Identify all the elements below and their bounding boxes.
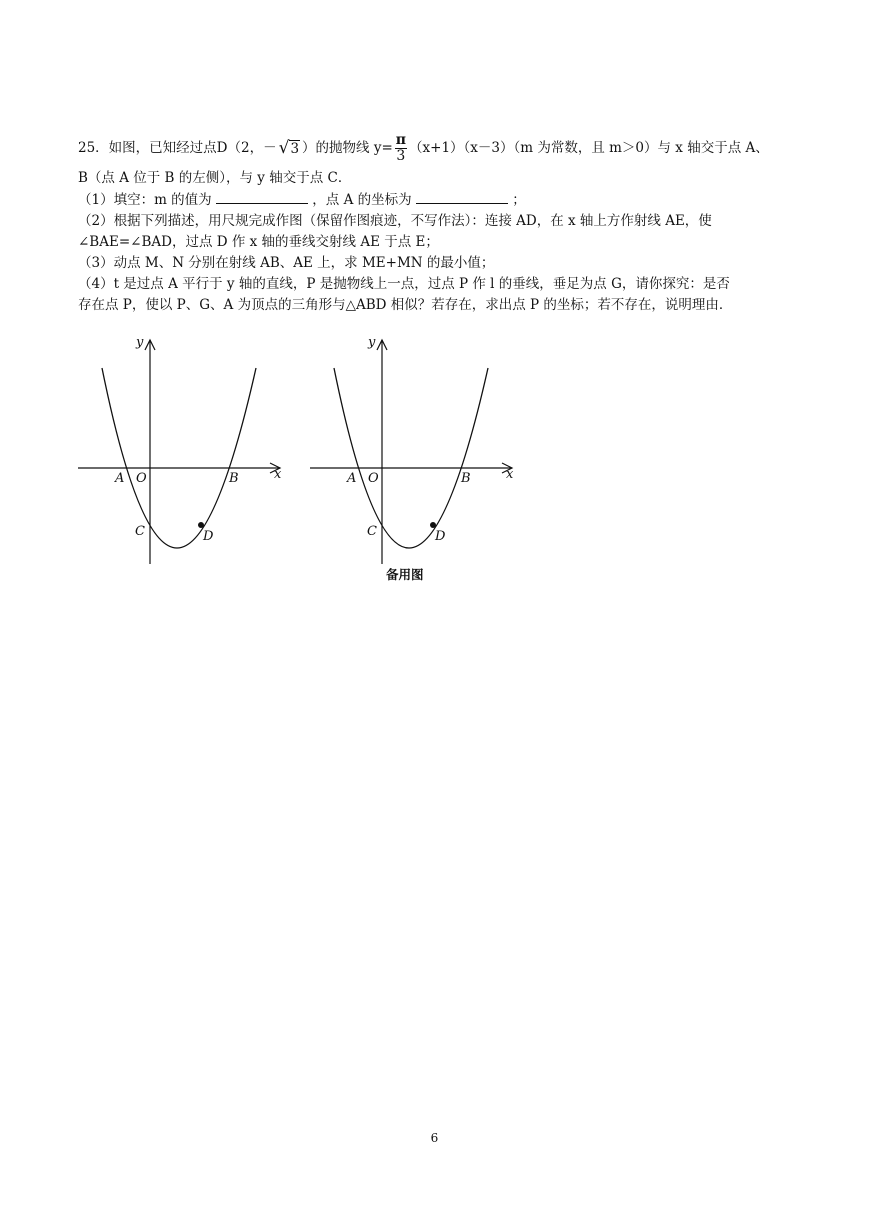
point-a-label: A bbox=[115, 471, 125, 486]
y-axis-label: y bbox=[136, 335, 144, 350]
point-d-marker bbox=[430, 522, 436, 528]
origin-label: O bbox=[136, 471, 147, 486]
point-b-label: B bbox=[461, 471, 471, 486]
radicand: 3 bbox=[290, 141, 300, 157]
answer-blank-m[interactable] bbox=[216, 189, 308, 204]
problem-line-3 bbox=[78, 189, 818, 211]
fraction-denominator: 3 bbox=[396, 147, 406, 164]
point-a-label: A bbox=[347, 471, 357, 486]
x-axis-label: x bbox=[506, 467, 514, 482]
answer-blank-point-a[interactable] bbox=[416, 189, 508, 204]
point-c-label: C bbox=[135, 524, 145, 539]
problem-line-1 bbox=[78, 128, 818, 168]
problem-line-4: （2）根据下列描述，用尺规完成作图（保留作图痕迹，不写作法）：连接 AD，在 x 轴上方作射线 AE，使 bbox=[78, 213, 712, 229]
parabola-curve bbox=[102, 368, 256, 548]
problem-line-8: 存在点 P，使以 P、G、A 为顶点的三角形与△ABD 相似？若存在，求出点 P 的坐标；若不存在，说明理由． bbox=[78, 297, 733, 313]
x-axis-label: x bbox=[274, 467, 282, 482]
problem-line-7: （4）t 是过点 A 平行于 y 轴的直线，P 是抛物线上一点，过点 P 作 l 的垂线，垂足为点 G，请你探究：是否 bbox=[78, 276, 730, 292]
problem-line-1-end: （x+1）（x－3）（m 为常数，且 m＞0）与 x 轴交于点 A、 bbox=[409, 139, 769, 156]
parabola-curve bbox=[334, 368, 488, 548]
figure-backup bbox=[307, 332, 522, 576]
origin-label: O bbox=[368, 471, 379, 486]
sqrt-three bbox=[279, 139, 300, 157]
question-1-middle: ，点 A 的坐标为 bbox=[312, 192, 412, 208]
problem-text bbox=[78, 128, 818, 316]
problem-line-1-mid: ）的抛物线 y= bbox=[302, 139, 393, 156]
page-number: 6 bbox=[430, 1131, 439, 1145]
problem-line-5: ∠BAE=∠BAD，过点 D 作 x 轴的垂线交射线 AE 于点 E； bbox=[78, 234, 439, 250]
parabola-graph-main bbox=[75, 332, 290, 572]
backup-figure-caption: 备用图 bbox=[386, 567, 424, 582]
fraction-coefficient bbox=[395, 133, 407, 164]
problem-line-2: B（点 A 位于 B 的左侧），与 y 轴交于点 C． bbox=[78, 170, 352, 186]
parabola-graph-backup bbox=[307, 332, 522, 572]
point-b-label: B bbox=[229, 471, 239, 486]
point-c-label: C bbox=[367, 524, 377, 539]
point-d-label: D bbox=[435, 529, 446, 544]
y-axis-label: y bbox=[368, 335, 376, 350]
question-1-end: ； bbox=[512, 192, 526, 208]
problem-line-6: （3）动点 M、N 分别在射线 AB、AE 上，求 ME+MN 的最小值； bbox=[78, 255, 495, 271]
point-d-marker bbox=[198, 522, 204, 528]
problem-line-1-start: 25．如图，已知经过点D（2，－ bbox=[78, 139, 277, 156]
question-1-prefix: （1）填空：m 的值为 bbox=[78, 192, 212, 208]
radical-sign: √ bbox=[278, 138, 290, 158]
figure-main bbox=[75, 332, 290, 576]
figures bbox=[75, 332, 525, 587]
fraction-numerator: π bbox=[395, 131, 407, 148]
point-d-label: D bbox=[203, 529, 214, 544]
